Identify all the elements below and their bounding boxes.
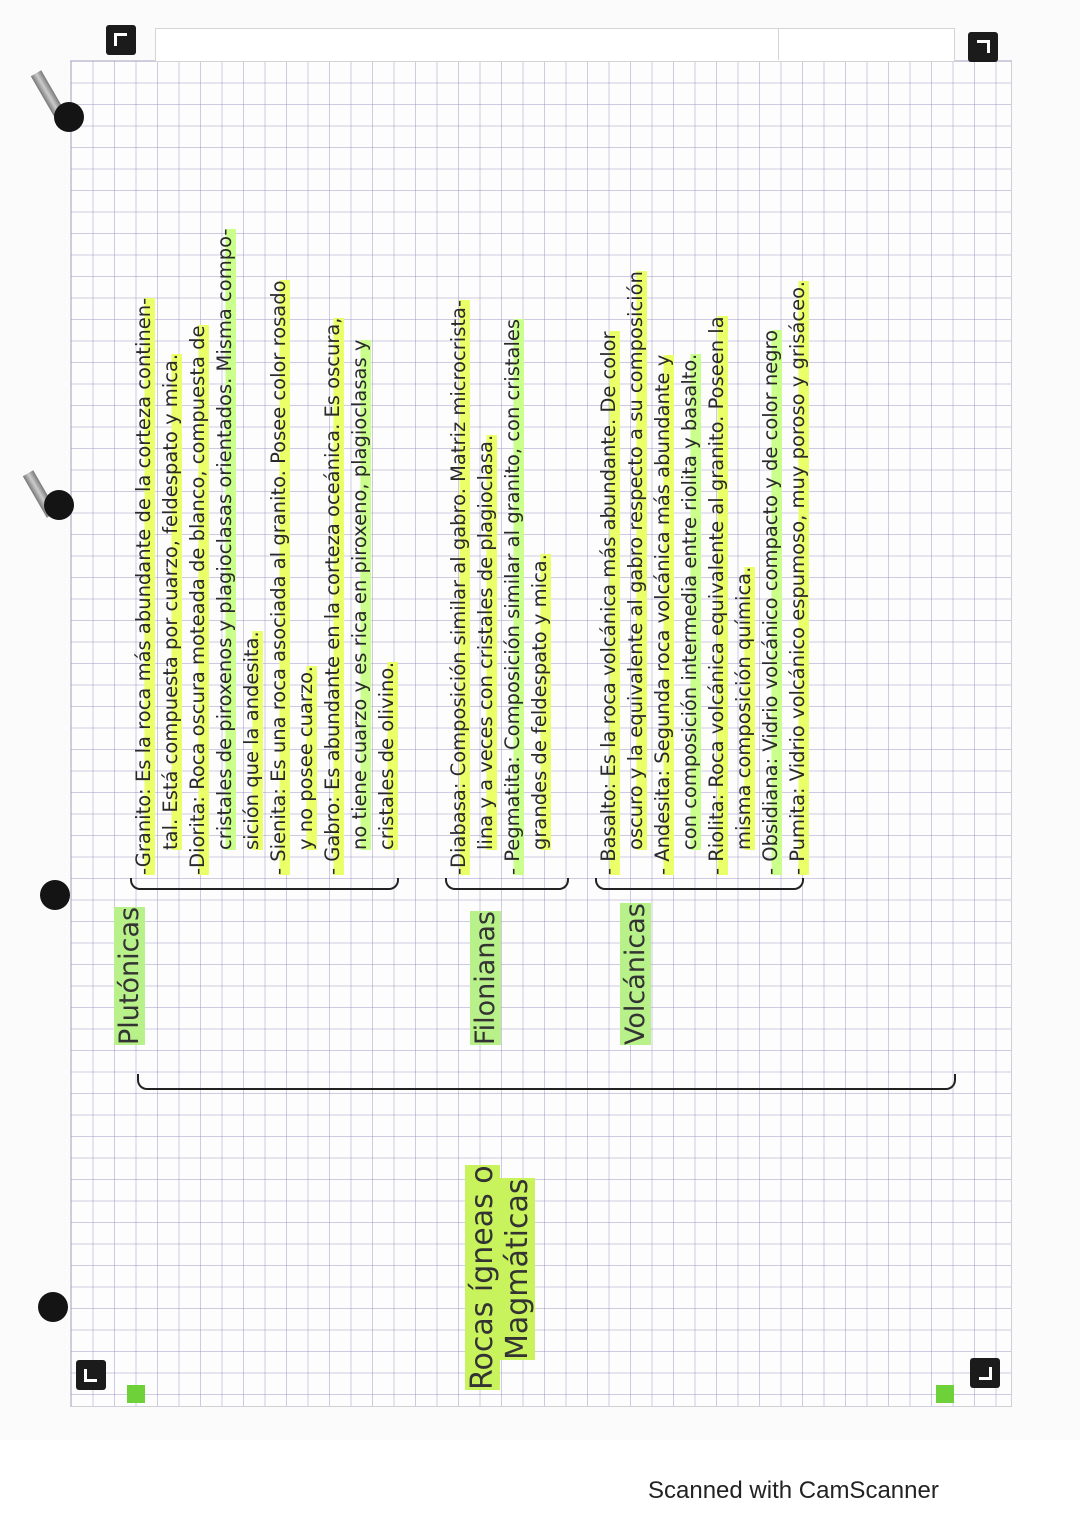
punch-hole [40,880,70,910]
volcanicas-line-3: - Andesita: Segunda roca volcánica más abundante y [651,354,674,875]
category-plutonicas: Plutónicas [114,906,145,1045]
punch-hole [44,490,74,520]
volcanicas-line-1: - Basalto: Es la roca volcánica más abundante. De color [597,331,620,875]
volcanicas-line-5: - Riolita: Roca volcánica equivalente al granito. Poseen la [705,316,728,875]
scanner-watermark: Scanned with CamScanner [648,1477,939,1504]
filonianas-brace [445,878,569,890]
handwritten-notes [100,100,960,1400]
filonianas-line-3: - Pegmatita: Composición similar al granito, con cristales [501,318,524,875]
plutonicas-line-1: -Granito: Es la roca más abundante de la corteza continen- [132,297,155,875]
category-volcanicas: Volcánicas [620,903,651,1045]
volcanicas-brace [595,878,804,890]
plutonicas-line-4: cristales de piroxenos y plagioclasas orientados. Misma compo- [213,228,236,850]
volcanicas-line-8: - Pumita: Vidrio volcánico espumoso, muy poroso y grisáceo. [786,281,809,875]
notes-title-line1: Rocas ígneas o [465,1165,500,1390]
notes-title-line2: Magmáticas [500,1178,535,1360]
plutonicas-line-2: tal. Está compuesta por cuarzo, feldespato y mica. [159,353,182,850]
volcanicas-line-2: oscuro y la equivalente al gabro respecto a su composición [624,271,647,850]
plutonicas-line-10: cristales de olivino. [375,661,398,850]
volcanicas-line-6: misma composición química. [732,566,755,850]
category-filonianas: Filonianas [470,911,501,1045]
filonianas-line-1: -Diabasa: Composición similar al gabro. Matriz microcrista- [447,300,470,875]
main-brace [137,1074,956,1090]
plutonicas-line-5: sición que la andesita. [240,631,263,850]
scan-marker-icon [106,25,136,55]
scan-marker-icon [968,32,998,62]
plutonicas-line-8: - Gabro: Es abundante en la corteza oceánica. Es oscura, [321,317,344,875]
filonianas-line-2: lina y a veces con cristales de plagioclasa. [474,434,497,850]
plutonicas-line-9: no tiene cuarzo y es rica en piroxeno, plagioclasas y [348,339,371,850]
volcanicas-line-4: con composición intermedia entre riolita y basalto. [678,353,701,850]
plutonicas-line-3: -Diorita: Roca oscura moteada de blanco, compuesta de [186,325,209,875]
volcanicas-line-7: - Obsidiana: Vidrio volcánico compacto y de color negro [759,329,782,875]
header-divider [778,28,779,60]
filonianas-line-4: grandes de feldespato y mica. [528,554,551,850]
plutonicas-brace [130,878,399,890]
punch-hole [54,102,84,132]
punch-hole [38,1292,68,1322]
plutonicas-line-7: y no posee cuarzo. [294,666,317,850]
header-box [155,28,955,62]
plutonicas-line-6: - Sienita: Es una roca asociada al granito. Posee color rosado [267,280,290,875]
scan-marker-icon [970,1358,1000,1388]
